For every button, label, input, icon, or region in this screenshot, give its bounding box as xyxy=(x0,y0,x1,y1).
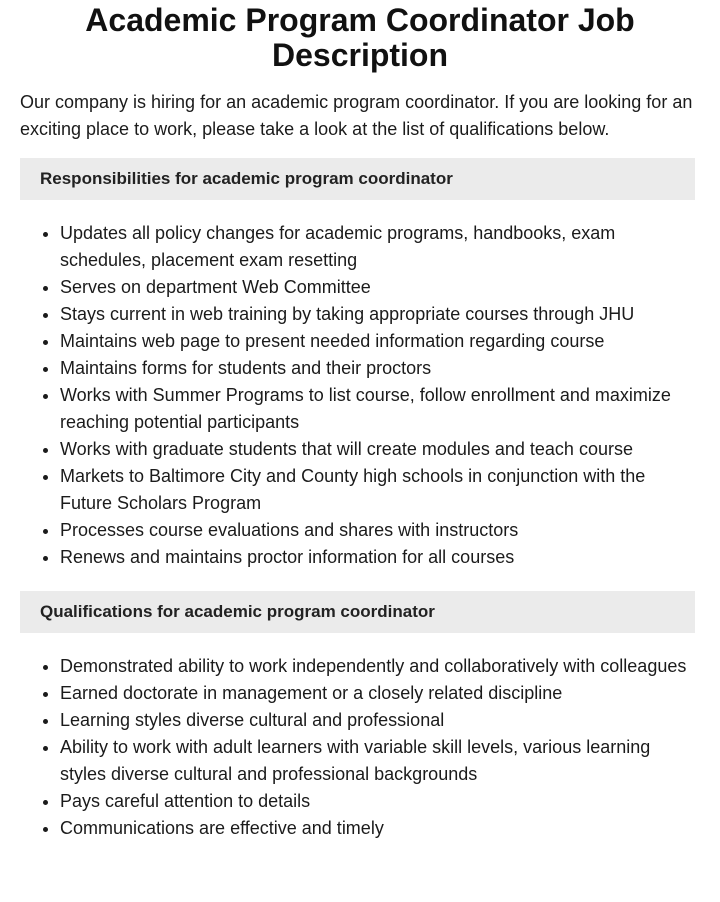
list-item: • Processes course evaluations and shares with instructors xyxy=(60,517,700,544)
list-item: • Maintains forms for students and their proctors xyxy=(60,355,700,382)
list-item: • Ability to work with adult learners with variable skill levels, various learning styles diverse cultural and professional backgrounds xyxy=(60,734,700,788)
list-item: • Demonstrated ability to work independently and collaboratively with colleagues xyxy=(60,653,700,680)
intro-text: Our company is hiring for an academic program coordinator. If you are looking for an exciting place to work, please take a look at the list of qualifications below. xyxy=(20,92,693,139)
qualifications-heading: Qualifications for academic program coordinator xyxy=(20,591,695,633)
list-item: • Maintains web page to present needed information regarding course xyxy=(60,328,700,355)
list-item: • Serves on department Web Committee xyxy=(60,274,700,301)
page-title: Academic Program Coordinator Job Description xyxy=(85,2,635,73)
responsibilities-heading: Responsibilities for academic program coordinator xyxy=(20,158,695,200)
list-item: • Stays current in web training by taking appropriate courses through JHU xyxy=(60,301,700,328)
list-item: • Communications are effective and timely xyxy=(60,815,700,842)
list-item: • Learning styles diverse cultural and professional xyxy=(60,707,700,734)
list-item: • Works with Summer Programs to list course, follow enrollment and maximize reaching potential participants xyxy=(60,382,700,436)
list-item: • Renews and maintains proctor information for all courses xyxy=(60,544,700,571)
list-item: • Works with graduate students that will create modules and teach course xyxy=(60,436,700,463)
responsibilities-list xyxy=(0,220,700,571)
list-item: • Updates all policy changes for academic programs, handbooks, exam schedules, placement exam resetting xyxy=(60,220,700,274)
list-item: • Pays careful attention to details xyxy=(60,788,700,815)
qualifications-list xyxy=(0,653,700,842)
list-item: • Markets to Baltimore City and County high schools in conjunction with the Future Scholars Program xyxy=(60,463,700,517)
list-item: • Earned doctorate in management or a closely related discipline xyxy=(60,680,700,707)
